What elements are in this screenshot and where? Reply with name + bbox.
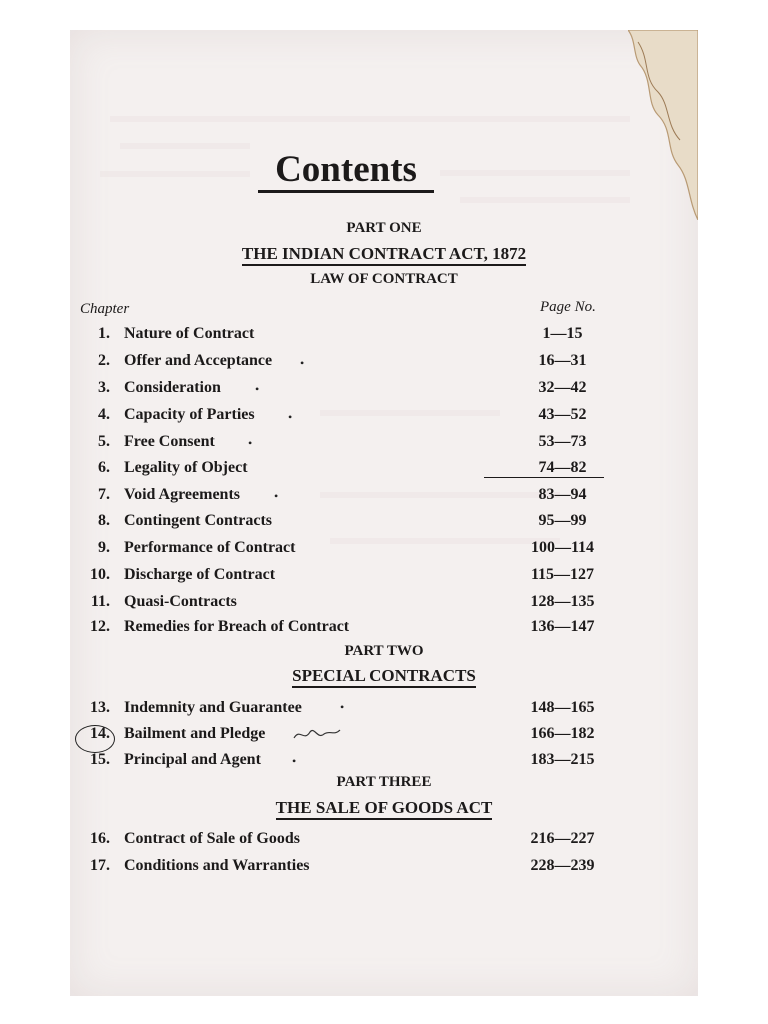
- toc-row: 17. Conditions and Warranties 228—239: [90, 857, 595, 874]
- toc-row: 7. Void Agreements 83—94: [98, 486, 587, 503]
- pen-dot-mark: •: [288, 410, 293, 424]
- chapter-column-header: Chapter: [80, 301, 130, 317]
- bleed-through-line: [120, 143, 250, 149]
- pen-dot-mark: •: [255, 382, 260, 396]
- toc-row: 3. Consideration 32—42: [98, 379, 587, 396]
- toc-row: 1. Nature of Contract 1—15: [98, 325, 583, 342]
- toc-row: 2. Offer and Acceptance 16—31: [98, 352, 587, 369]
- toc-row: 13. Indemnity and Guarantee 148—165: [90, 699, 595, 716]
- toc-row: 10. Discharge of Contract 115—127: [90, 566, 595, 583]
- page-title: Contents: [275, 149, 417, 190]
- toc-row: 16. Contract of Sale of Goods 216—227: [90, 830, 595, 847]
- toc-row: 12. Remedies for Breach of Contract 136—147: [90, 618, 595, 635]
- toc-row: 5. Free Consent 53—73: [98, 433, 587, 450]
- part-three-heading: THE SALE OF GOODS ACT: [0, 798, 768, 818]
- title-underline: [258, 190, 434, 193]
- part-two-label: PART TWO: [344, 643, 424, 659]
- pen-scribble-mark: [292, 724, 342, 746]
- torn-corner-decoration: [628, 30, 698, 220]
- toc-row: 4. Capacity of Parties 43—52: [98, 406, 587, 423]
- part-two-heading: SPECIAL CONTRACTS: [0, 666, 768, 686]
- toc-row: 15. Principal and Agent 183—215: [90, 751, 595, 768]
- part-one-heading: THE INDIAN CONTRACT ACT, 1872: [0, 244, 768, 264]
- pen-dot-mark: •: [274, 489, 279, 503]
- pen-dot-mark: •: [292, 754, 297, 768]
- toc-row: 11. Quasi-Contracts 128—135: [90, 593, 595, 610]
- pen-underline-mark: [484, 477, 604, 478]
- page-column-header: Page No.: [540, 299, 596, 315]
- toc-row: 9. Performance of Contract 100—114: [98, 539, 595, 556]
- toc-row: 14. Bailment and Pledge 166—182: [90, 725, 595, 742]
- pen-dot-mark: •: [340, 700, 345, 714]
- part-one-label: PART ONE: [346, 220, 422, 236]
- bleed-through-line: [440, 170, 630, 176]
- part-one-subheading: LAW OF CONTRACT: [310, 271, 458, 287]
- bleed-through-line: [460, 197, 630, 203]
- toc-row: 8. Contingent Contracts 95—99: [98, 512, 587, 529]
- toc-row: 6. Legality of Object 74—82: [98, 459, 587, 476]
- bleed-through-line: [100, 171, 250, 177]
- bleed-through-line: [110, 116, 630, 122]
- pen-dot-mark: •: [248, 436, 253, 450]
- pen-circle-mark: [75, 725, 115, 753]
- pen-dot-mark: •: [300, 356, 305, 370]
- part-three-label: PART THREE: [336, 774, 432, 790]
